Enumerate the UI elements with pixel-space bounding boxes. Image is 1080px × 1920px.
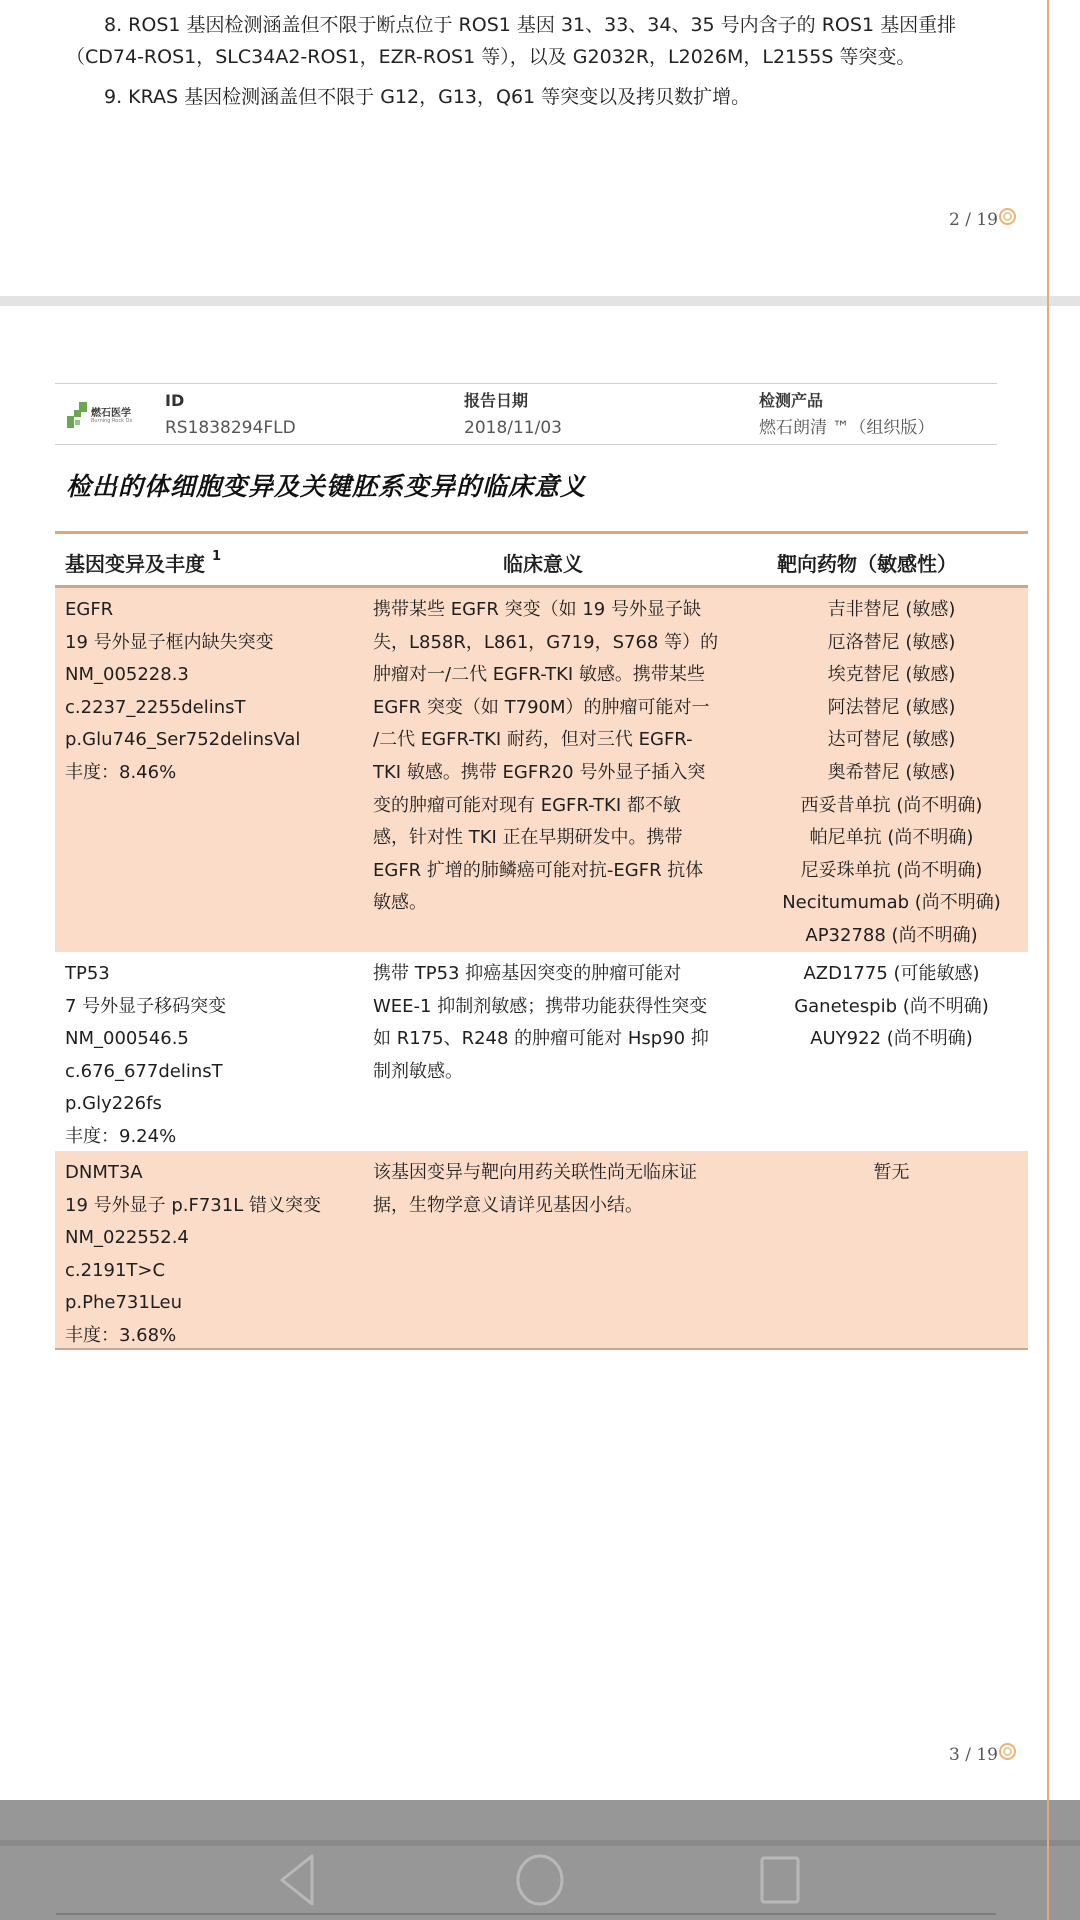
table-row-egfr — [55, 588, 1028, 952]
circle-home-icon — [510, 1850, 570, 1910]
company-logo: 燃石医学 Burning Rock Dx — [67, 398, 147, 432]
variant-cell: TP53 7 号外显子移码突变 NM_000546.5 c.676_677delinsT p.Gly226fs 丰度：9.24% — [65, 963, 227, 1147]
header-product: 检测产品 燃石朗清 ™（组织版） — [759, 391, 935, 438]
header-report-date: 报告日期 2018/11/03 — [464, 391, 562, 438]
navigation-bar — [0, 1800, 1080, 1920]
table-row-tp53 — [55, 952, 1028, 1151]
previous-page — [0, 0, 1080, 296]
page-marker-icon — [999, 208, 1016, 225]
header-variant: 基因变异及丰度 $^1$ — [65, 549, 222, 576]
home-button[interactable] — [510, 1850, 570, 1910]
back-button[interactable] — [270, 1850, 330, 1910]
page-number-2: 2 / 19 — [949, 210, 1016, 230]
variant-cell: EGFR 19 号外显子框内缺失突变 NM_005228.3 c.2237_2255delinsT p.Glu746_Ser752delinsVal 丰度：8.46% — [65, 599, 301, 783]
note-kras: 9. KRAS 基因检测涵盖但不限于 G12，G13，Q61 等突变以及拷贝数扩增。 — [104, 86, 751, 108]
variant-cell: DNMT3A 19 号外显子 p.F731L 错义突变 NM_022552.4 c.2191T>C p.Phe731Leu 丰度：3.68% — [65, 1162, 321, 1346]
table-header — [55, 531, 1028, 588]
note-ros1: 8. ROS1 基因检测涵盖但不限于断点位于 ROS1 基因 31、33、34、35 号内含子的 ROS1 基因重排 — [104, 14, 957, 36]
triangle-back-icon — [270, 1850, 330, 1910]
header-id: ID RS1838294FLD — [165, 391, 296, 438]
drugs-cell: AZD1775 (可能敏感) Ganetespib (尚不明确) AUY922 (尚不明确) — [794, 963, 989, 1050]
square-recents-icon — [750, 1850, 810, 1910]
significance-cell: 携带 TP53 抑癌基因突变的肿瘤可能对 WEE-1 抑制剂敏感；携带功能获得性突变 如 R175、R248 的肿瘤可能对 Hsp90 抑 制剂敏感。 — [373, 963, 709, 1082]
recents-button[interactable] — [750, 1850, 810, 1910]
page-edge-rule — [1047, 0, 1049, 1920]
page-marker-icon — [999, 1743, 1016, 1760]
report-header — [55, 383, 997, 445]
note-ros1-cont: （CD74-ROS1，SLC34A2-ROS1，EZR-ROS1 等），以及 G2032R，L2026M，L2155S 等突变。 — [66, 46, 916, 68]
drugs-cell: 吉非替尼 (敏感) 厄洛替尼 (敏感) 埃克替尼 (敏感) 阿法替尼 (敏感) 达可替尼 (敏感) 奥希替尼 (敏感) 西妥昔单抗 (尚不明确) 帕尼单抗 (尚不明确) 尼妥珠单抗 (尚不明确) Necitumumab (尚不明确) AP32788 (尚不明确) — [782, 599, 1001, 946]
page-separator — [0, 296, 1080, 306]
significance-cell: 携带某些 EGFR 突变（如 19 号外显子缺 失，L858R，L861，G719，S768 等）的 肿瘤对一/二代 EGFR-TKI 敏感。携带某些 EGFR 突变（如 T790M）的肿瘤可能对一 /二代 EGFR-TKI 耐药，但对三代 EGFR- TKI 敏感。携带 EGFR20 号外显子插入突 变的肿瘤可能对现有 EGFR-TKI 都不敏 感，针对性 TKI 正在早期研发中。携带 EGFR 扩增的肺鳞癌可能对抗-EGFR 抗体 敏感。 — [373, 599, 719, 914]
section-title: 检出的体细胞变异及关键胚系变异的临床意义 — [66, 472, 587, 501]
page-number-3: 3 / 19 — [949, 1745, 1016, 1765]
header-significance: 临床意义 — [503, 552, 583, 576]
table-row-dnmt3a — [55, 1151, 1028, 1348]
drugs-cell: 暂无 — [873, 1162, 910, 1183]
header-drugs: 靶向药物（敏感性） — [777, 552, 957, 576]
significance-cell: 该基因变异与靶向用药关联性尚无临床证 据，生物学意义请详见基因小结。 — [373, 1162, 697, 1216]
variant-table — [55, 531, 1028, 1350]
